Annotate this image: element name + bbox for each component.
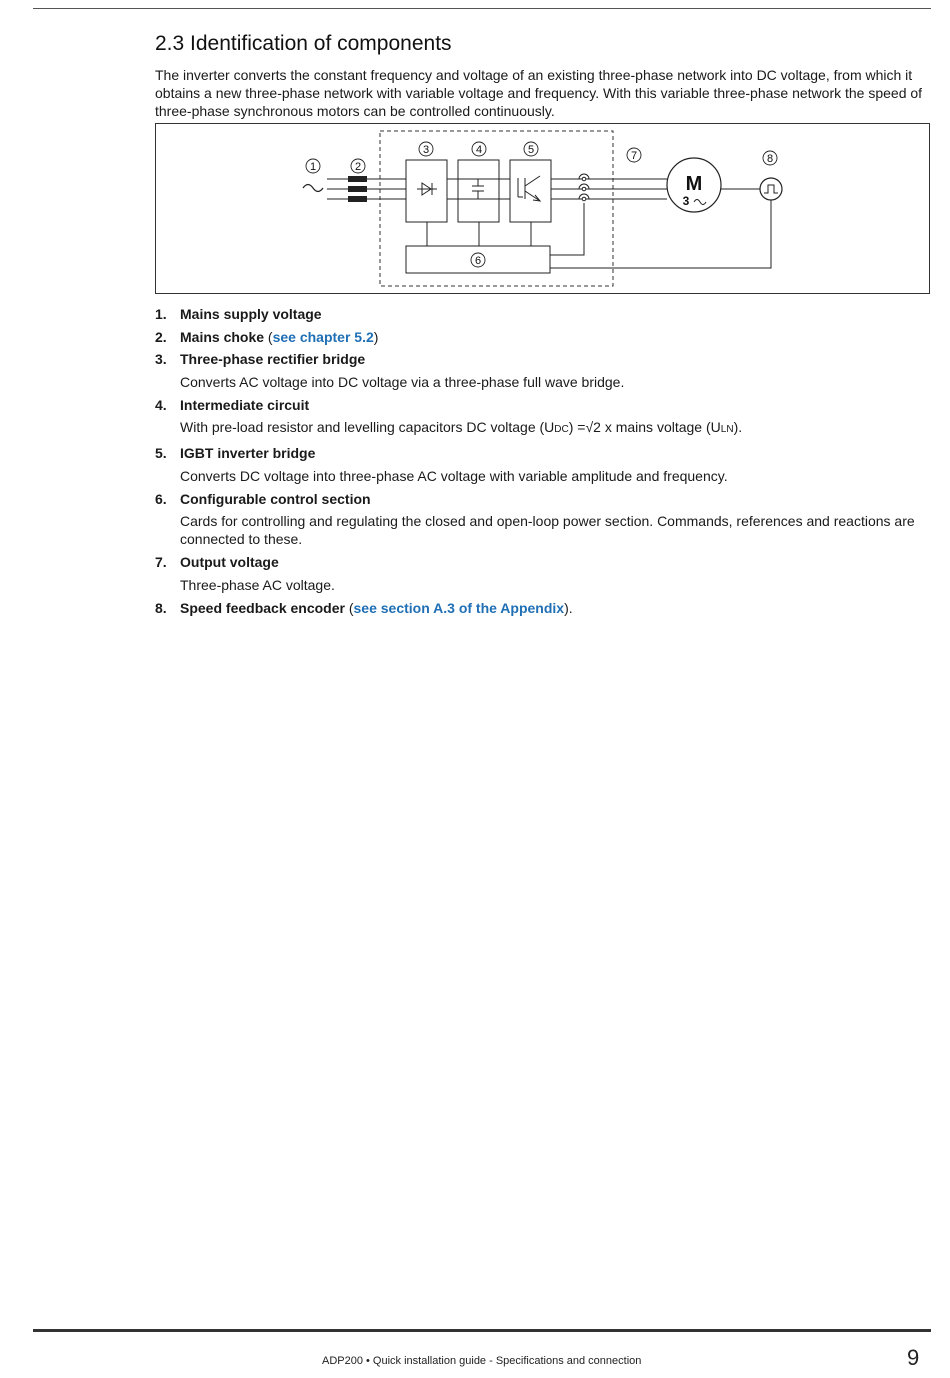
list-item bbox=[155, 488, 935, 552]
diode-icon bbox=[417, 183, 437, 195]
item-number: 7. bbox=[155, 554, 167, 570]
callout-4: 4 bbox=[475, 144, 483, 156]
callout-2: 2 bbox=[354, 161, 362, 173]
appendix-link[interactable]: see section A.3 of the Appendix bbox=[353, 599, 565, 616]
inverter-block-diagram bbox=[155, 123, 930, 294]
item-title: Mains supply voltage bbox=[180, 306, 322, 322]
intro-paragraph: The inverter converts the constant frequency and voltage of an existing three-phase network into DC voltage, from which it obtains a new three-phase network with variable voltage and frequency. With this variable three-phase network the speed of three-phase synchronous motors can be controlled continuously. bbox=[155, 67, 923, 119]
igbt-icon bbox=[518, 176, 540, 201]
list-item bbox=[155, 394, 935, 443]
bottom-rule bbox=[33, 1329, 931, 1332]
callout-6: 6 bbox=[474, 255, 482, 267]
list-item bbox=[155, 442, 935, 488]
desc-text: ). bbox=[733, 419, 743, 435]
item-title: Speed feedback encoder bbox=[180, 599, 345, 616]
callout-1: 1 bbox=[309, 161, 317, 173]
item-number: 8. bbox=[155, 599, 167, 616]
item-number: 2. bbox=[155, 328, 167, 345]
desc-text: With pre-load resistor and levelling capacitors DC voltage (U bbox=[180, 419, 555, 435]
item-title: Output voltage bbox=[180, 554, 279, 570]
item-description: Converts DC voltage into three-phase AC voltage with variable amplitude and frequency. bbox=[180, 467, 728, 484]
capacitor-icon bbox=[458, 179, 499, 199]
callout-5: 5 bbox=[527, 144, 535, 156]
top-rule bbox=[33, 8, 931, 9]
motor-label: M bbox=[685, 173, 703, 195]
item-number: 4. bbox=[155, 396, 167, 413]
paren-close: ). bbox=[564, 599, 573, 616]
paren-open: ( bbox=[264, 328, 273, 345]
rectifier-block bbox=[406, 160, 447, 222]
chapter-link[interactable]: see chapter 5.2 bbox=[272, 328, 374, 345]
list-item bbox=[155, 597, 935, 620]
page-number: 9 bbox=[907, 1345, 920, 1370]
motor-phase-label: 3 bbox=[682, 194, 690, 208]
igbt-block bbox=[510, 160, 551, 222]
item-title: Intermediate circuit bbox=[180, 396, 310, 413]
list-item bbox=[155, 551, 935, 597]
component-list bbox=[155, 303, 935, 619]
callout-7: 7 bbox=[630, 150, 638, 162]
subscript-dc: DC bbox=[554, 424, 569, 435]
item-description: Converts AC voltage into DC voltage via a three-phase full wave bridge. bbox=[180, 373, 625, 390]
list-item bbox=[155, 326, 935, 349]
item-title: Three-phase rectifier bridge bbox=[180, 351, 366, 367]
encoder-icon bbox=[760, 178, 782, 200]
item-title: IGBT inverter bridge bbox=[180, 445, 316, 461]
paren-open: ( bbox=[344, 599, 354, 616]
paren-close: ) bbox=[373, 328, 379, 345]
subscript-ln: LN bbox=[720, 424, 734, 435]
callout-3: 3 bbox=[422, 144, 430, 156]
current-sensor-icon bbox=[579, 174, 589, 201]
section-heading: 2.3 Identification of components bbox=[155, 32, 452, 55]
footer-text: ADP200 • Quick installation guide - Specifications and connection bbox=[322, 1355, 642, 1367]
list-item bbox=[155, 348, 935, 394]
list-item bbox=[155, 303, 935, 326]
item-description: Cards for controlling and regulating the closed and open-loop power section. Commands, references and reactions are connected to these. bbox=[180, 513, 915, 547]
item-number: 6. bbox=[155, 490, 167, 507]
item-number: 1. bbox=[155, 306, 167, 322]
item-title: Mains choke bbox=[180, 328, 265, 345]
callout-8: 8 bbox=[766, 153, 774, 165]
item-title: Configurable control section bbox=[180, 490, 371, 507]
ac-source-icon bbox=[303, 185, 323, 192]
item-description bbox=[180, 416, 935, 442]
mains-choke-icon bbox=[348, 176, 367, 202]
item-number: 3. bbox=[155, 351, 167, 367]
item-number: 5. bbox=[155, 445, 167, 461]
desc-text: ) =√2 x mains voltage (U bbox=[568, 419, 721, 435]
item-description: Three-phase AC voltage. bbox=[180, 576, 335, 593]
